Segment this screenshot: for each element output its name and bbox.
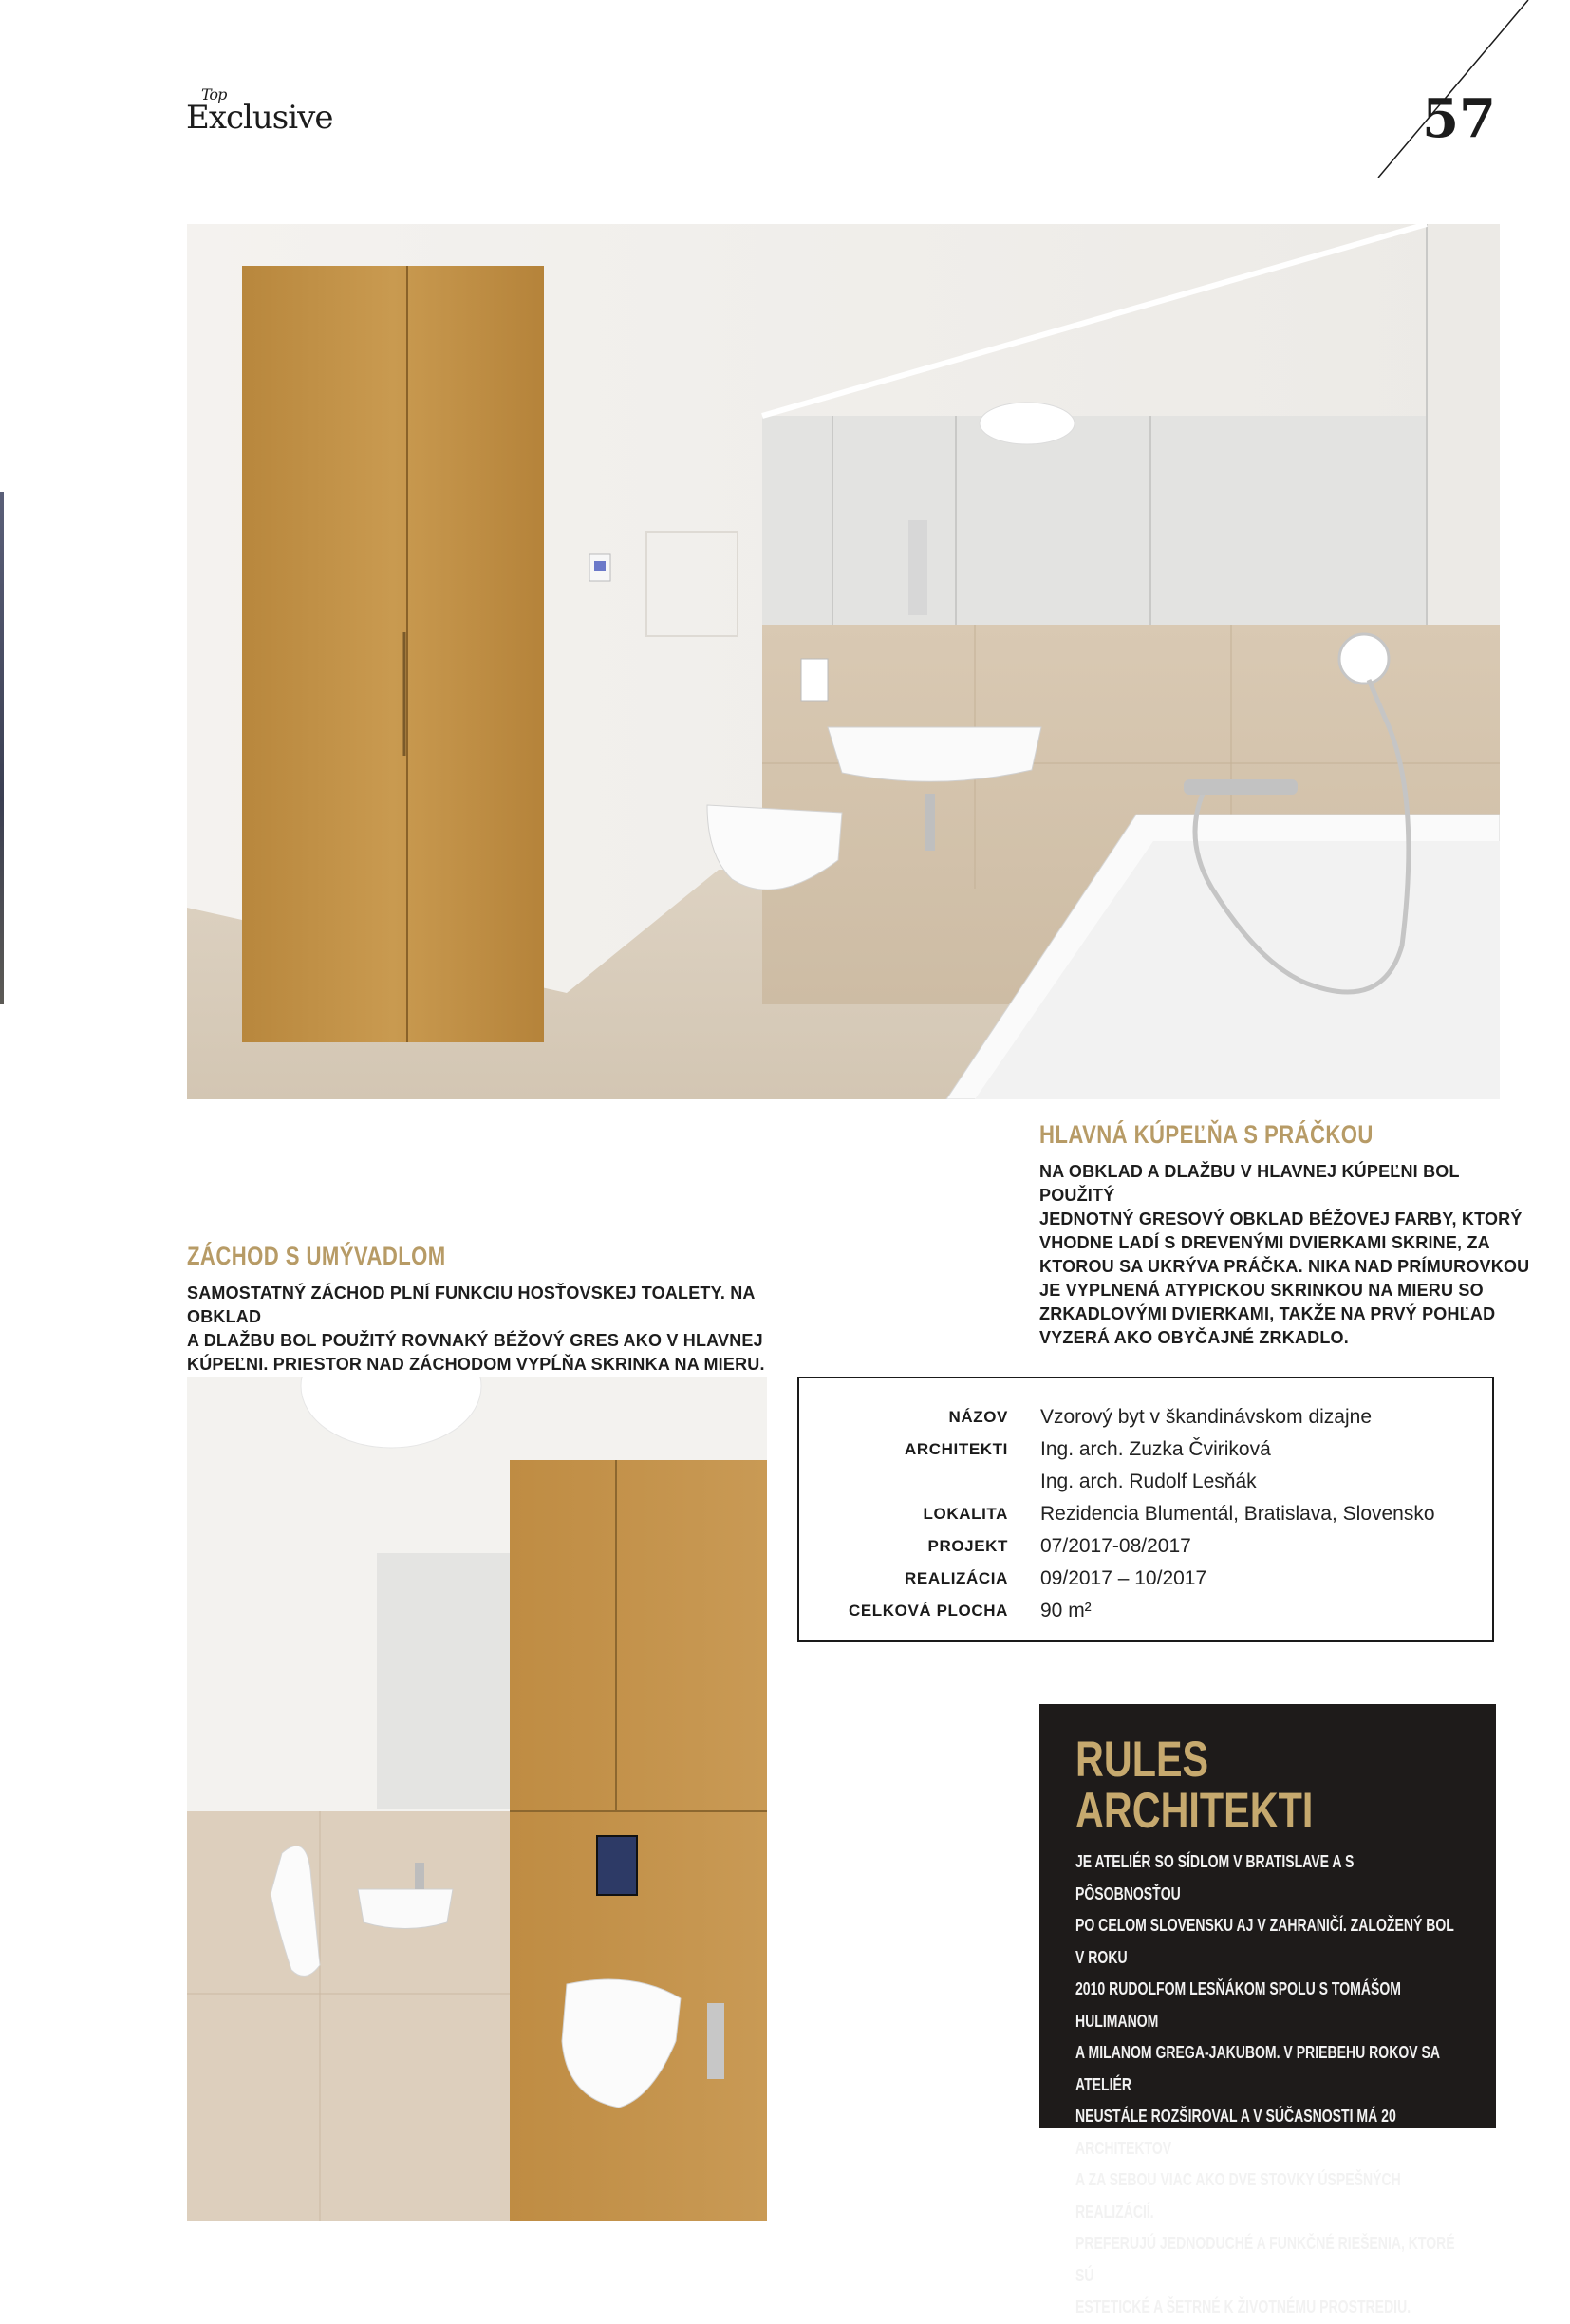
architects-title-line: RULES xyxy=(1075,1732,1209,1788)
architects-text-line: A ZA SEBOU VIAC AKO DVE STOVKY ÚSPEŠNÝCH REALIZÁCIÍ. xyxy=(1075,2170,1401,2221)
wc-text-line: A DLAŽBU BOL POUŽITÝ ROVNAKÝ BÉŽOVÝ GRES AKO V HLAVNEJ xyxy=(187,1331,763,1350)
info-row xyxy=(799,1563,1492,1595)
info-label: ARCHITEKTI xyxy=(905,1440,1008,1458)
info-value: Ing. arch. Zuzka Čviriková xyxy=(1040,1438,1271,1460)
architects-title xyxy=(1075,1734,1313,1837)
architects-text-line: ESTETICKÉ A ŠETRNÉ K ŽIVOTNÉMU PROSTREDIU. xyxy=(1075,2297,1411,2316)
info-row xyxy=(799,1401,1492,1434)
bathroom-text-line: JEDNOTNÝ GRESOVÝ OBKLAD BÉŽOVEJ FARBY, KTORÝ xyxy=(1039,1209,1523,1228)
adjacent-page-edge xyxy=(0,492,4,1004)
bathroom-text-line: VHODNE LADÍ S DREVENÝMI DVIERKAMI SKRINE, ZA xyxy=(1039,1233,1490,1252)
bathroom-text-line: NA OBKLAD A DLAŽBU V HLAVNEJ KÚPEĽNI BOL POUŽITÝ xyxy=(1039,1162,1460,1205)
bathroom-text-line: KTOROU SA UKRÝVA PRÁČKA. NIKA NAD PRÍMUROVKOU xyxy=(1039,1257,1530,1276)
architects-box xyxy=(1039,1704,1496,2316)
info-label: PROJEKT xyxy=(927,1537,1008,1555)
architects-text-line: 2010 RUDOLFOM LESŇÁKOM SPOLU S TOMÁŠOM HULIMANOM xyxy=(1075,1979,1401,2031)
info-value: Rezidencia Blumentál, Bratislava, Slovensko xyxy=(1040,1503,1435,1525)
wc-section-title: ZÁCHOD S UMÝVADLOM xyxy=(187,1242,446,1270)
info-row xyxy=(799,1530,1492,1563)
info-value: 09/2017 – 10/2017 xyxy=(1040,1567,1207,1589)
info-value: 90 m² xyxy=(1040,1600,1092,1621)
architects-text-line: NEUSTÁLE ROZŠIROVAL A V SÚČASNOSTI MÁ 20 ARCHITEKTOV xyxy=(1075,2107,1396,2158)
bathroom-text-line: ZRKADLOVÝMI DVIERKAMI, TAKŽE NA PRVÝ POHĽAD xyxy=(1039,1304,1496,1323)
wc-text-line: KÚPEĽNI. PRIESTOR NAD ZÁCHODOM VYPĹŇA SKRINKA NA MIERU. xyxy=(187,1355,765,1374)
architects-text-line: PREFERUJÚ JEDNODUCHÉ A FUNKČNÉ RIEŠENIA, KTORÉ SÚ xyxy=(1075,2234,1455,2285)
architects-title-line: ARCHITEKTI xyxy=(1075,1783,1314,1839)
architects-text-line: JE ATELIÉR SO SÍDLOM V BRATISLAVE A S PÔSOBNOSŤOU xyxy=(1075,1852,1355,1903)
wc-text-line: SAMOSTATNÝ ZÁCHOD PLNÍ FUNKCIU HOSŤOVSKEJ TOALETY. NA OBKLAD xyxy=(187,1284,755,1326)
logo-main-text: Exclusive xyxy=(186,99,333,137)
bathroom-text-line: VYZERÁ AKO OBYČAJNÉ ZRKADLO. xyxy=(1039,1328,1349,1347)
info-label: LOKALITA xyxy=(923,1505,1008,1523)
bathroom-illustration xyxy=(187,224,1500,1099)
info-row xyxy=(799,1434,1492,1466)
corner-slash-line xyxy=(0,0,1570,190)
wardrobe-doors xyxy=(242,266,544,1042)
bathroom-section-text xyxy=(1039,1160,1533,1350)
info-row xyxy=(799,1498,1492,1530)
bathroom-section-title: HLAVNÁ KÚPEĽŇA S PRÁČKOU xyxy=(1039,1120,1374,1149)
bathroom-text-line: JE VYPLNENÁ ATYPICKOU SKRINKOU NA MIERU SO xyxy=(1039,1281,1484,1300)
project-info-table xyxy=(797,1377,1494,1642)
info-row xyxy=(799,1595,1492,1627)
info-label: NÁZOV xyxy=(948,1408,1008,1426)
info-value: 07/2017-08/2017 xyxy=(1040,1535,1191,1557)
toilet-photo xyxy=(187,1377,767,2221)
bathroom-photo xyxy=(187,224,1500,1099)
logo-top-text: Top xyxy=(201,85,227,103)
architects-text-line: A MILANOM GREGA-JAKUBOM. V PRIEBEHU ROKOV SA ATELIÉR xyxy=(1075,2043,1440,2094)
wc-section-text xyxy=(187,1282,776,1377)
info-row xyxy=(799,1466,1492,1498)
toilet-illustration xyxy=(187,1377,767,2221)
info-value: Ing. arch. Rudolf Lesňák xyxy=(1040,1471,1257,1492)
info-value: Vzorový byt v škandinávskom dizajne xyxy=(1040,1406,1372,1428)
page-number: 57 xyxy=(1422,87,1496,150)
info-label: CELKOVÁ PLOCHA xyxy=(848,1602,1008,1620)
architects-description xyxy=(1075,1846,1461,2324)
info-label: REALIZÁCIA xyxy=(905,1569,1008,1587)
architects-text-line: PO CELOM SLOVENSKU AJ V ZAHRANIČÍ. ZALOŽENÝ BOL V ROKU xyxy=(1075,1916,1454,1967)
